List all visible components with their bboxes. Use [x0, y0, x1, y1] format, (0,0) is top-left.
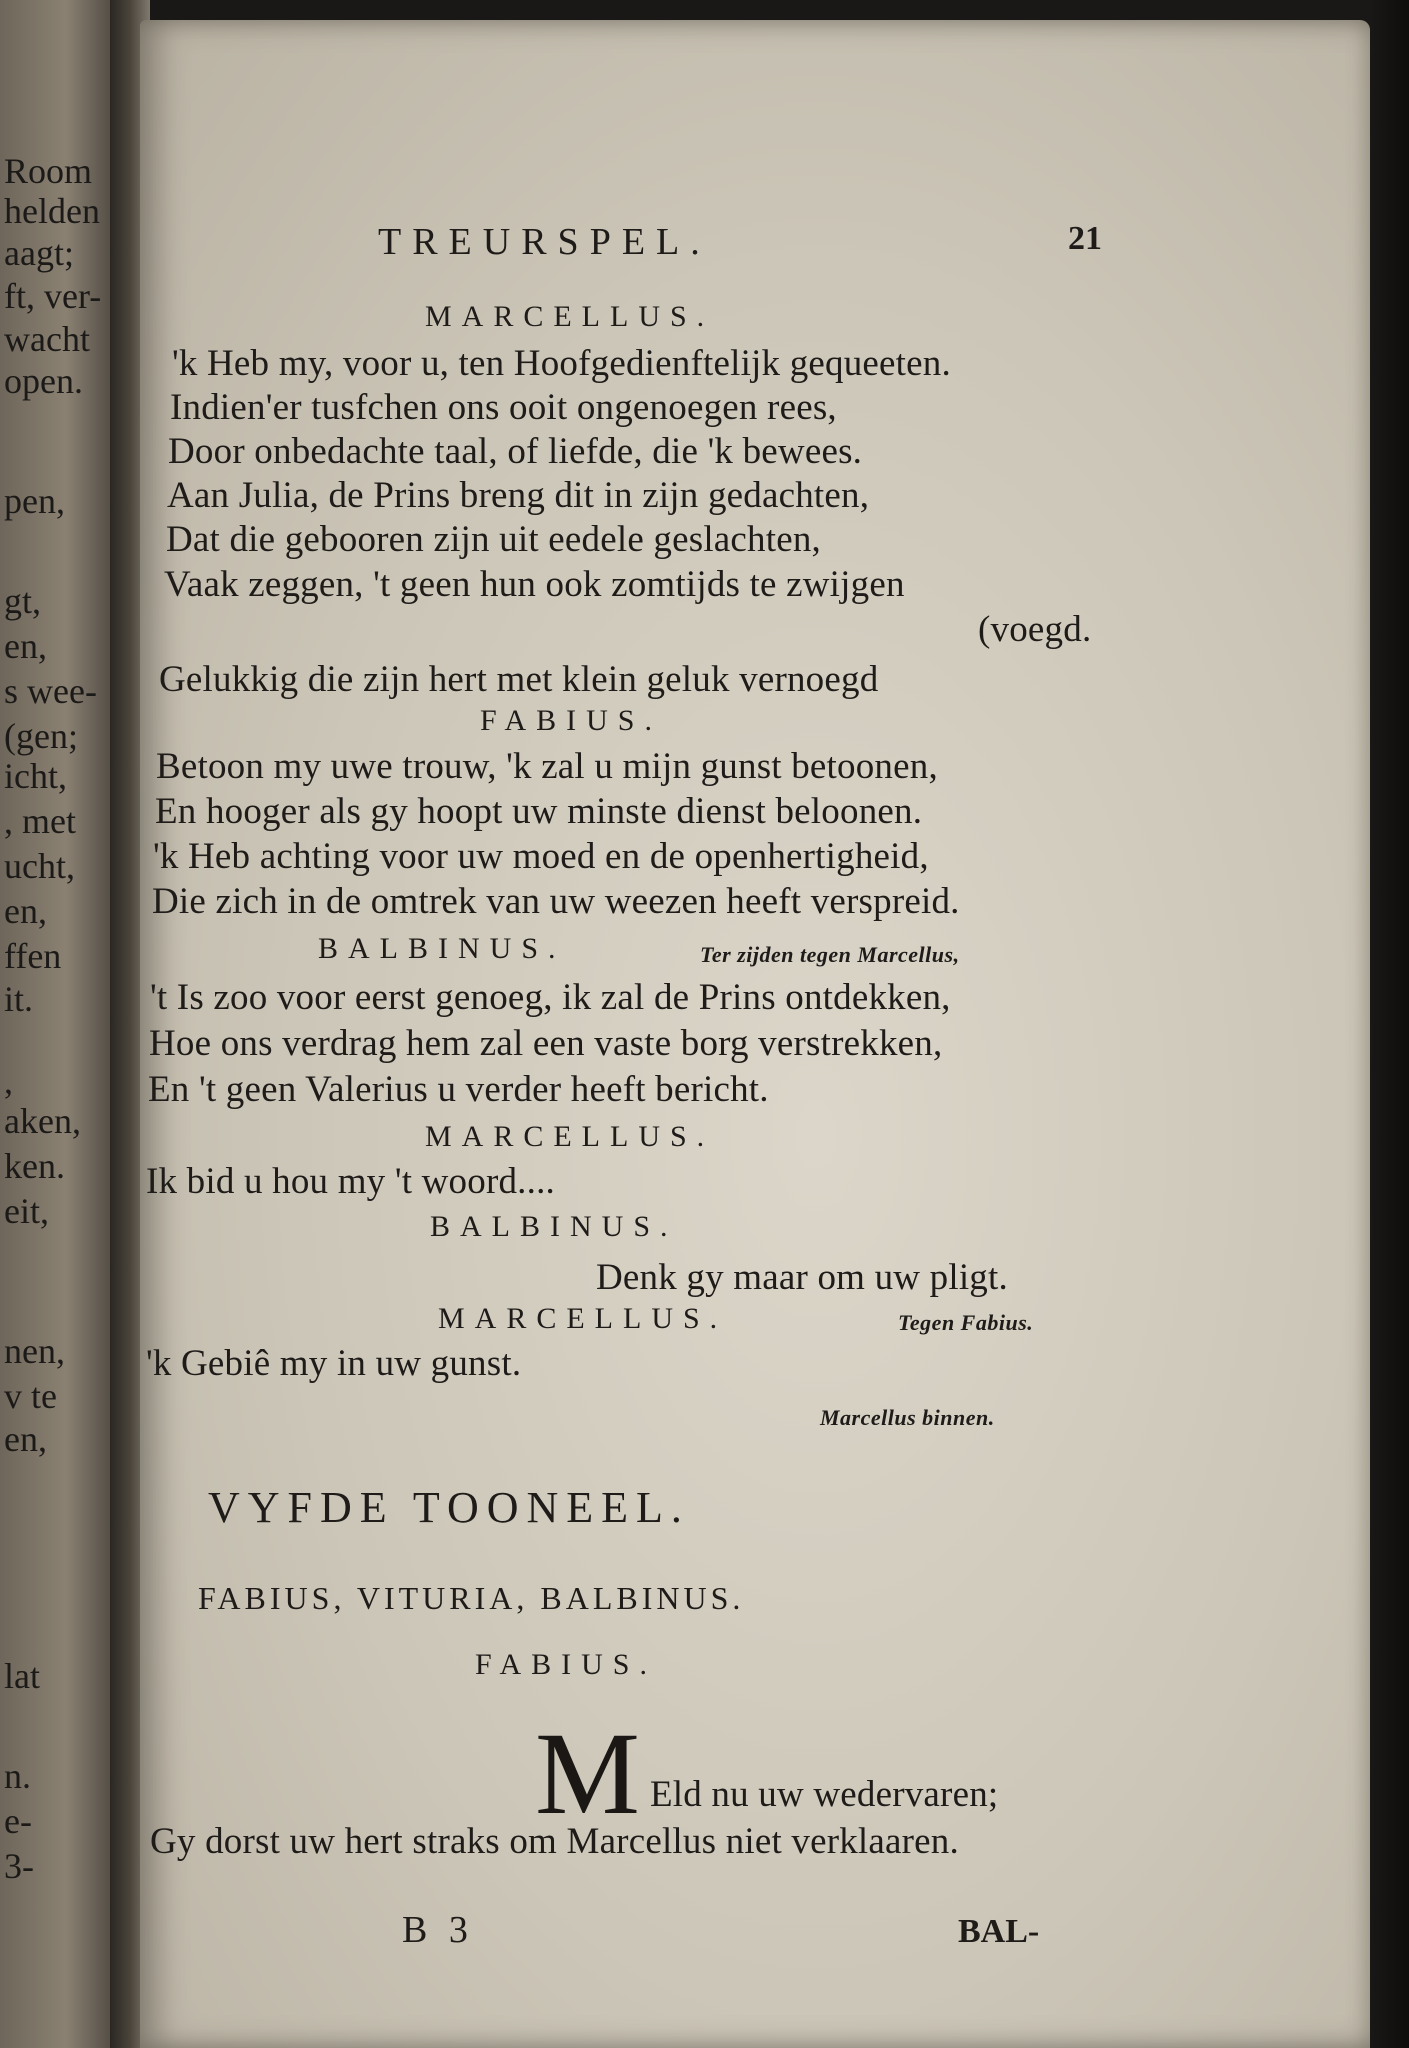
- facing-text-fragment: v te: [4, 1376, 57, 1416]
- verse-line: Hoe ons verdrag hem zal een vaste borg verstrekken,: [149, 1023, 943, 1064]
- signature-mark: B 3: [402, 1909, 474, 1951]
- verse-line: Betoon my uwe trouw, 'k zal u mijn gunst betoonen,: [156, 746, 938, 787]
- speaker-heading: MARCELLUS.: [425, 300, 715, 333]
- facing-text-fragment: nen,: [4, 1331, 65, 1371]
- verse-line: Eld nu uw wedervaren;: [650, 1774, 999, 1815]
- verse-line: 'k Heb achting voor uw moed en de openhertigheid,: [153, 836, 929, 877]
- facing-text-fragment: ffen: [4, 936, 62, 976]
- verse-line: Indien'er tusfchen ons ooit ongenoegen rees,: [170, 387, 837, 428]
- stage-direction: Marcellus binnen.: [820, 1405, 995, 1430]
- verse-line: Gy dorst uw hert straks om Marcellus niet verklaaren.: [150, 1821, 959, 1862]
- book-page: [140, 20, 1370, 2048]
- facing-text-fragment: en,: [4, 891, 47, 931]
- facing-text-fragment: open.: [4, 361, 83, 401]
- facing-text-fragment: (gen;: [4, 716, 78, 756]
- facing-text-fragment: lat: [4, 1656, 40, 1696]
- verse-line: 'k Gebiê my in uw gunst.: [146, 1343, 522, 1384]
- facing-text-fragment: ucht,: [4, 846, 75, 886]
- facing-text-fragment: e-: [4, 1801, 32, 1841]
- verse-turnover: (voegd.: [978, 609, 1092, 650]
- facing-text-fragment: wacht: [4, 319, 90, 359]
- facing-text-fragment: it.: [4, 979, 34, 1019]
- verse-line: Gelukkig die zijn hert met klein geluk vernoegd: [159, 659, 879, 700]
- scene-heading: VYFDE TOONEEL.: [208, 1483, 690, 1532]
- facing-text-fragment: helden: [4, 191, 100, 231]
- facing-text-fragment: icht,: [4, 756, 67, 796]
- verse-line: 'k Heb my, voor u, ten Hoofgedienftelijk gequeeten.: [172, 343, 951, 384]
- drop-capital: M: [535, 1708, 640, 1839]
- speaker-heading: MARCELLUS.: [438, 1302, 728, 1335]
- dramatis-personae: FABIUS, VITURIA, BALBINUS.: [198, 1580, 745, 1616]
- facing-text-fragment: aagt;: [4, 233, 74, 273]
- verse-line: Denk gy maar om uw pligt.: [596, 1257, 1008, 1298]
- facing-text-fragment: ,: [4, 1061, 13, 1101]
- facing-text-fragment: ft, ver-: [4, 276, 102, 316]
- verse-line: Dat die gebooren zijn uit eedele geslachten,: [166, 519, 821, 560]
- speaker-heading: FABIUS.: [480, 704, 662, 737]
- facing-text-fragment: , met: [4, 801, 76, 841]
- stage-direction: Ter zijden tegen Marcellus,: [700, 942, 960, 967]
- speaker-heading: BALBINUS.: [430, 1210, 678, 1243]
- facing-text-fragment: en,: [4, 1419, 47, 1459]
- facing-text-fragment: Room: [4, 151, 93, 191]
- verse-line: Door onbedachte taal, of liefde, die 'k bewees.: [168, 431, 863, 472]
- speaker-heading: BALBINUS.: [318, 932, 566, 965]
- verse-line: Die zich in de omtrek van uw weezen heeft verspreid.: [152, 881, 960, 922]
- facing-page-edge: [0, 0, 120, 2048]
- facing-text-fragment: pen,: [4, 481, 65, 521]
- verse-line: 't Is zoo voor eerst genoeg, ik zal de Prins ontdekken,: [150, 977, 951, 1018]
- facing-text-fragment: eit,: [4, 1191, 49, 1231]
- catchword: BAL-: [958, 1913, 1040, 1950]
- stage-direction: Tegen Fabius.: [898, 1310, 1034, 1335]
- running-title: TREURSPEL.: [378, 221, 711, 263]
- facing-text-fragment: ken.: [4, 1146, 65, 1186]
- speaker-heading: FABIUS.: [475, 1648, 657, 1681]
- verse-line: En hooger als gy hoopt uw minste dienst beloonen.: [155, 791, 923, 832]
- speaker-heading: MARCELLUS.: [425, 1120, 715, 1153]
- facing-text-fragment: gt,: [4, 581, 42, 621]
- verse-line: Vaak zeggen, 't geen hun ook zomtijds te zwijgen: [164, 564, 905, 605]
- facing-text-fragment: aken,: [4, 1101, 81, 1141]
- verse-line: Aan Julia, de Prins breng dit in zijn gedachten,: [167, 475, 870, 516]
- facing-text-fragment: 3-: [4, 1846, 34, 1886]
- verse-line: Ik bid u hou my 't woord....: [146, 1161, 555, 1202]
- verse-line: En 't geen Valerius u verder heeft bericht.: [148, 1069, 769, 1110]
- facing-text-fragment: n.: [4, 1756, 31, 1796]
- page-edge-shadow: [1369, 0, 1409, 2048]
- page-number: 21: [1068, 220, 1102, 257]
- facing-text-fragment: s wee-: [4, 671, 97, 711]
- facing-text-fragment: en,: [4, 626, 47, 666]
